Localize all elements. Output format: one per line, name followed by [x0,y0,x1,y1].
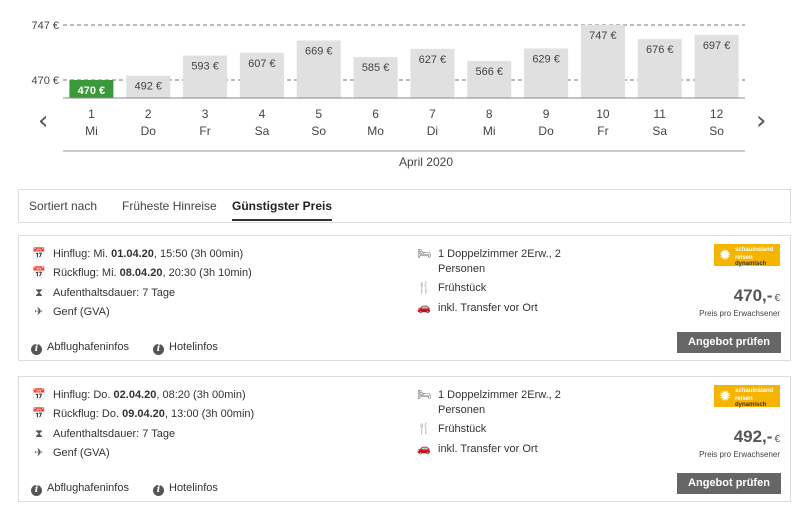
day-number: 10 [596,107,610,121]
offer-price: 470,- € [733,286,780,305]
day-bar-7[interactable] [410,49,454,138]
offer-card [18,376,791,502]
day-number: 3 [201,107,209,121]
reference-label: 470 € [31,75,59,87]
bar-value-label: 697 € [702,39,731,52]
car-icon: 🚗 [417,301,431,314]
weekday-label: So [709,124,724,138]
info-icon: i [31,485,42,496]
bar-value-label: 629 € [532,53,560,66]
bar-value-label: 669 € [304,45,333,58]
day-bar-2[interactable] [126,76,170,138]
outbound-flight: Hinflug: Do. 02.04.20, 08:20 (3h 00min) [53,389,246,401]
weekday-label: Fr [199,124,211,138]
bar-value-label: 747 € [589,30,617,42]
day-bar-3[interactable] [183,56,227,138]
hotel-info-link[interactable]: i Hotelinfos [153,482,218,496]
sort-option-cheapest[interactable]: Günstigster Preis [232,199,332,221]
weekday-label: Mi [482,124,496,138]
weekday-label: Sa [652,124,668,138]
return-flight: Rückflug: Do. 09.04.20, 13:00 (3h 00min) [53,408,255,420]
board-type: Frühstück [438,423,487,435]
chevron-right-icon[interactable]: › [756,106,767,136]
sort-option-earliest[interactable]: Früheste Hinreise [122,199,217,213]
bar-value-label: 607 € [248,57,276,70]
day-bar-9[interactable] [524,48,568,138]
weekday-label: Do [538,124,554,138]
hotel-info-link[interactable]: i Hotelinfos [153,341,218,355]
day-number: 11 [653,107,666,121]
day-number: 1 [88,107,95,121]
day-bar-4[interactable] [240,53,284,138]
stay-duration: Aufenthaltsdauer: 7 Tage [53,287,176,299]
sun-icon: ✹ [718,246,732,264]
day-number: 8 [485,107,493,121]
bar-value-label: 566 € [475,65,504,78]
return-flight: Rückflug: Mi. 08.04.20, 20:30 (3h 10min) [53,267,252,279]
transfer-info: inkl. Transfer vor Ort [438,302,538,314]
outbound-flight: Hinflug: Mi. 01.04.20, 15:50 (3h 00min) [53,248,244,260]
price-note: Preis pro Erwachsener [699,450,780,459]
stay-duration: Aufenthaltsdauer: 7 Tage [53,428,176,440]
info-icon: i [153,485,164,496]
tour-operator-logo: ✹ schauinsland reisen dynamisch [714,385,780,407]
board-type: Frühstück [438,282,487,294]
departure-airport: Genf (GVA) [53,306,110,318]
room-persons: Personen [438,404,486,416]
sort-label: Sortiert nach [29,199,98,213]
check-offer-button[interactable]: Angebot prüfen [677,473,781,494]
room-persons: Personen [438,263,486,275]
check-offer-button[interactable]: Angebot prüfen [677,332,781,353]
plane-icon: ✈ [34,305,44,318]
day-number: 7 [429,107,436,121]
day-number: 4 [258,107,266,121]
hourglass-icon: ⧗ [35,427,43,440]
sun-icon: ✹ [718,387,732,405]
cutlery-icon: 🍴 [417,281,431,294]
day-bar-8[interactable] [467,61,511,138]
room-type: 1 Doppelzimmer 2Erw., 2 [438,248,561,260]
airport-info-link[interactable]: i Abflughafeninfos [31,341,129,355]
offer-card [18,235,791,361]
bar-value-label: 585 € [361,62,390,75]
day-bar-5[interactable] [297,40,341,138]
price-calendar-chart [0,0,802,180]
car-icon: 🚗 [417,442,431,455]
weekday-label: Sa [254,124,270,138]
bar-value-label: 492 € [134,80,163,93]
info-icon: i [153,344,164,355]
calendar-icon: 📅 [32,388,46,401]
calendar-icon: 📅 [32,407,46,420]
calendar-icon: 📅 [32,266,46,279]
weekday-label: So [311,124,327,138]
bar-value-label: 627 € [418,53,447,66]
day-bar-12[interactable] [695,35,739,138]
room-type: 1 Doppelzimmer 2Erw., 2 [438,389,561,401]
weekday-label: Fr [597,124,609,138]
bar-value-label: 470 € [77,85,106,97]
hourglass-icon: ⧗ [35,286,43,299]
day-number: 2 [144,107,152,121]
airport-info-link[interactable]: i Abflughafeninfos [31,482,129,496]
weekday-label: Mi [85,124,98,138]
offer-price: 492,- € [733,427,780,446]
bar-value-label: 593 € [191,60,219,73]
departure-airport: Genf (GVA) [53,447,110,459]
tour-operator-logo: ✹ schauinsland reisen dynamisch [714,244,780,266]
day-number: 6 [372,107,379,121]
weekday-label: Do [140,124,156,138]
info-icon: i [31,344,42,355]
weekday-label: Di [426,124,439,138]
day-bar-1[interactable] [69,80,113,138]
cutlery-icon: 🍴 [417,422,431,435]
price-note: Preis pro Erwachsener [699,309,780,318]
bed-icon: 🛏 [417,247,431,260]
bed-icon: 🛏 [417,388,431,401]
reference-label: 747 € [31,20,59,32]
day-number: 9 [542,107,550,121]
bar-value-label: 676 € [645,44,674,57]
day-bar-11[interactable] [638,39,682,138]
transfer-info: inkl. Transfer vor Ort [438,443,538,455]
sort-bar [18,189,791,223]
day-bar-10[interactable] [581,25,625,138]
day-number: 12 [709,107,724,121]
weekday-label: Mo [367,124,384,138]
month-label: April 2020 [398,155,454,169]
plane-icon: ✈ [34,446,44,459]
day-number: 5 [315,107,323,121]
calendar-icon: 📅 [32,247,46,260]
chevron-left-icon[interactable]: ‹ [38,106,49,136]
